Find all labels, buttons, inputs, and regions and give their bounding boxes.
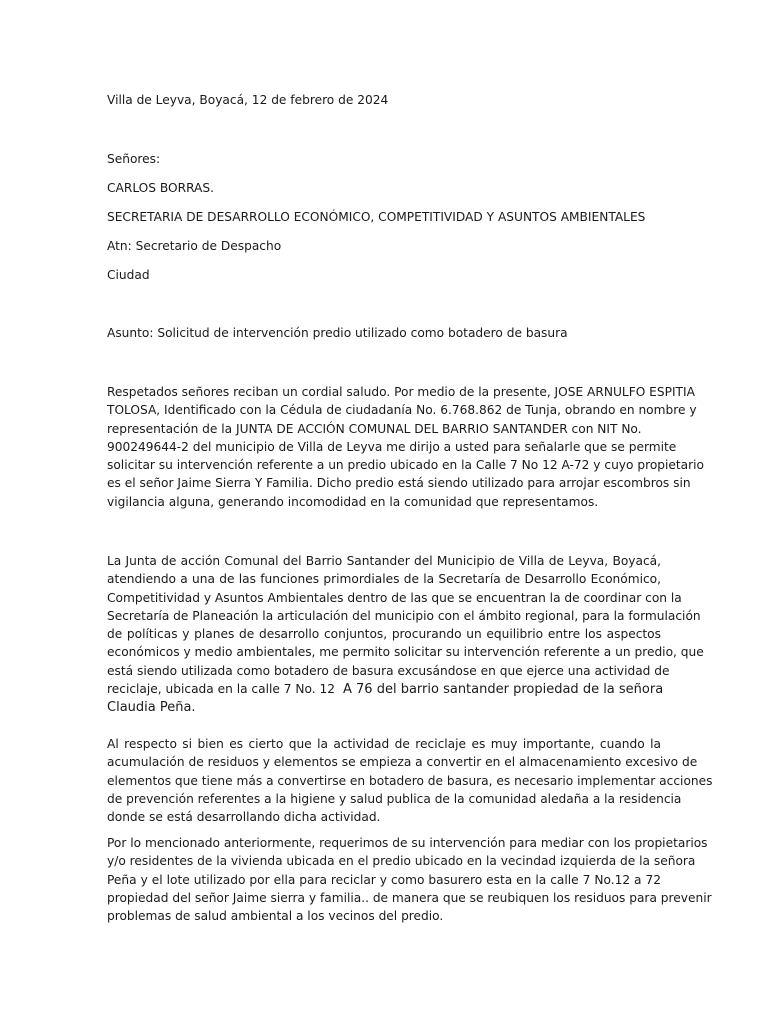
text-line: Por lo mencionado anteriormente, requerimos de su intervención para mediar con los propietarios: [107, 836, 708, 850]
text-line: La Junta de acción Comunal del Barrio Santander del Municipio de Villa de Leyva, Boyacá,: [107, 554, 661, 568]
text-line: problemas de salud ambiental a los vecinos del predio.: [107, 909, 444, 924]
text-line: está siendo utilizada como botadero de basura excusándose en que ejerce una actividad de: [107, 663, 670, 678]
text-line: propiedad del señor Jaime sierra y familia.. de manera que se reubiquen los residuos para prevenir: [107, 890, 712, 905]
recipient-name: CARLOS BORRAS.: [107, 181, 215, 195]
recipient-office: SECRETARIA DE DESARROLLO ECONÓMICO, COMPETITIVIDAD Y ASUNTOS AMBIENTALES: [107, 210, 646, 224]
text-line: donde se está desarrollando dicha actividad.: [107, 810, 381, 825]
text-line: de políticas y planes de desarrollo conjuntos, procurando un equilibrio entre los aspectos: [107, 627, 661, 642]
text-line: Secretaría de Planeación la articulación del municipio con el ámbito regional, para la formulación: [107, 608, 701, 623]
paragraph-request: [107, 552, 704, 718]
text-line: 900249644-2 del municipio de Villa de Leyva me dirijo a usted para señalarle que se permite: [107, 439, 677, 454]
text-fragment: reciclaje, ubicada en la calle 7 No. 12: [107, 682, 339, 697]
text-line: Peña y el lote utilizado por ella para reciclar y como basurero esta en la calle 7 No.12 a 72: [107, 872, 661, 887]
text-line: es el señor Jaime Sierra Y Familia. Dicho predio está siendo utilizado para arrojar escombros sin: [107, 476, 691, 491]
place-date: Villa de Leyva, Boyacá, 12 de febrero de 2024: [107, 93, 389, 107]
text-line: y/o residentes de la vivienda ubicada en el predio ubicado en la vecindad izquierda de la señora: [107, 854, 696, 869]
text-line: solicitar su intervención referente a un predio ubicado en la Calle 7 No 12 A-72 y cuyo propietario: [107, 458, 705, 473]
paragraph-introduction: [107, 383, 705, 511]
text-line: vigilancia alguna, generando incomodidad en la comunidad que representamos.: [107, 494, 599, 509]
text-line: TOLOSA, Identificado con la Cédula de ciudadanía No. 6.768.862 de Tunja, obrando en nombre y: [107, 403, 697, 418]
text-line: Al respecto si bien es cierto que la actividad de reciclaje es muy importante, cuando la: [107, 737, 661, 751]
paragraph-context: [107, 735, 713, 826]
paragraph-conclusion: [107, 834, 712, 925]
text-line: Competitividad y Asuntos Ambientales dentro de las que se encuentran la de coordinar con la: [107, 590, 682, 605]
recipient-city: Ciudad: [107, 268, 150, 282]
subject-line: Asunto: Solicitud de intervención predio utilizado como botadero de basura: [107, 326, 568, 340]
text-line: representación de la JUNTA DE ACCIÓN COMUNAL DEL BARRIO SANTANDER con NIT No.: [107, 421, 642, 436]
text-line: económicos y medio ambientales, me permito solicitar su intervención referente a un predio, que: [107, 645, 704, 660]
text-line: [107, 680, 664, 699]
text-fragment: A 76 del barrio santander propiedad de la señora: [338, 682, 664, 698]
text-line: atendiendo a una de las funciones primordiales de la Secretaría de Desarrollo Económico,: [107, 572, 661, 587]
text-line: Respetados señores reciban un cordial saludo. Por medio de la presente, JOSE ARNULFO ESPITIA: [107, 385, 695, 399]
text-line: Claudia Peña.: [107, 700, 196, 716]
salutation: Señores:: [107, 152, 161, 166]
text-line: elementos que tiene más a convertirse en botadero de basura, es necesario implementar acciones: [107, 773, 713, 788]
recipient-attention: Atn: Secretario de Despacho: [107, 239, 282, 253]
text-line: de prevención referentes a la higiene y salud publica de la comunidad aledaña a la residencia: [107, 791, 682, 806]
text-line: acumulación de residuos y elementos se empieza a convertir en el almacenamiento excesivo de: [107, 755, 698, 770]
